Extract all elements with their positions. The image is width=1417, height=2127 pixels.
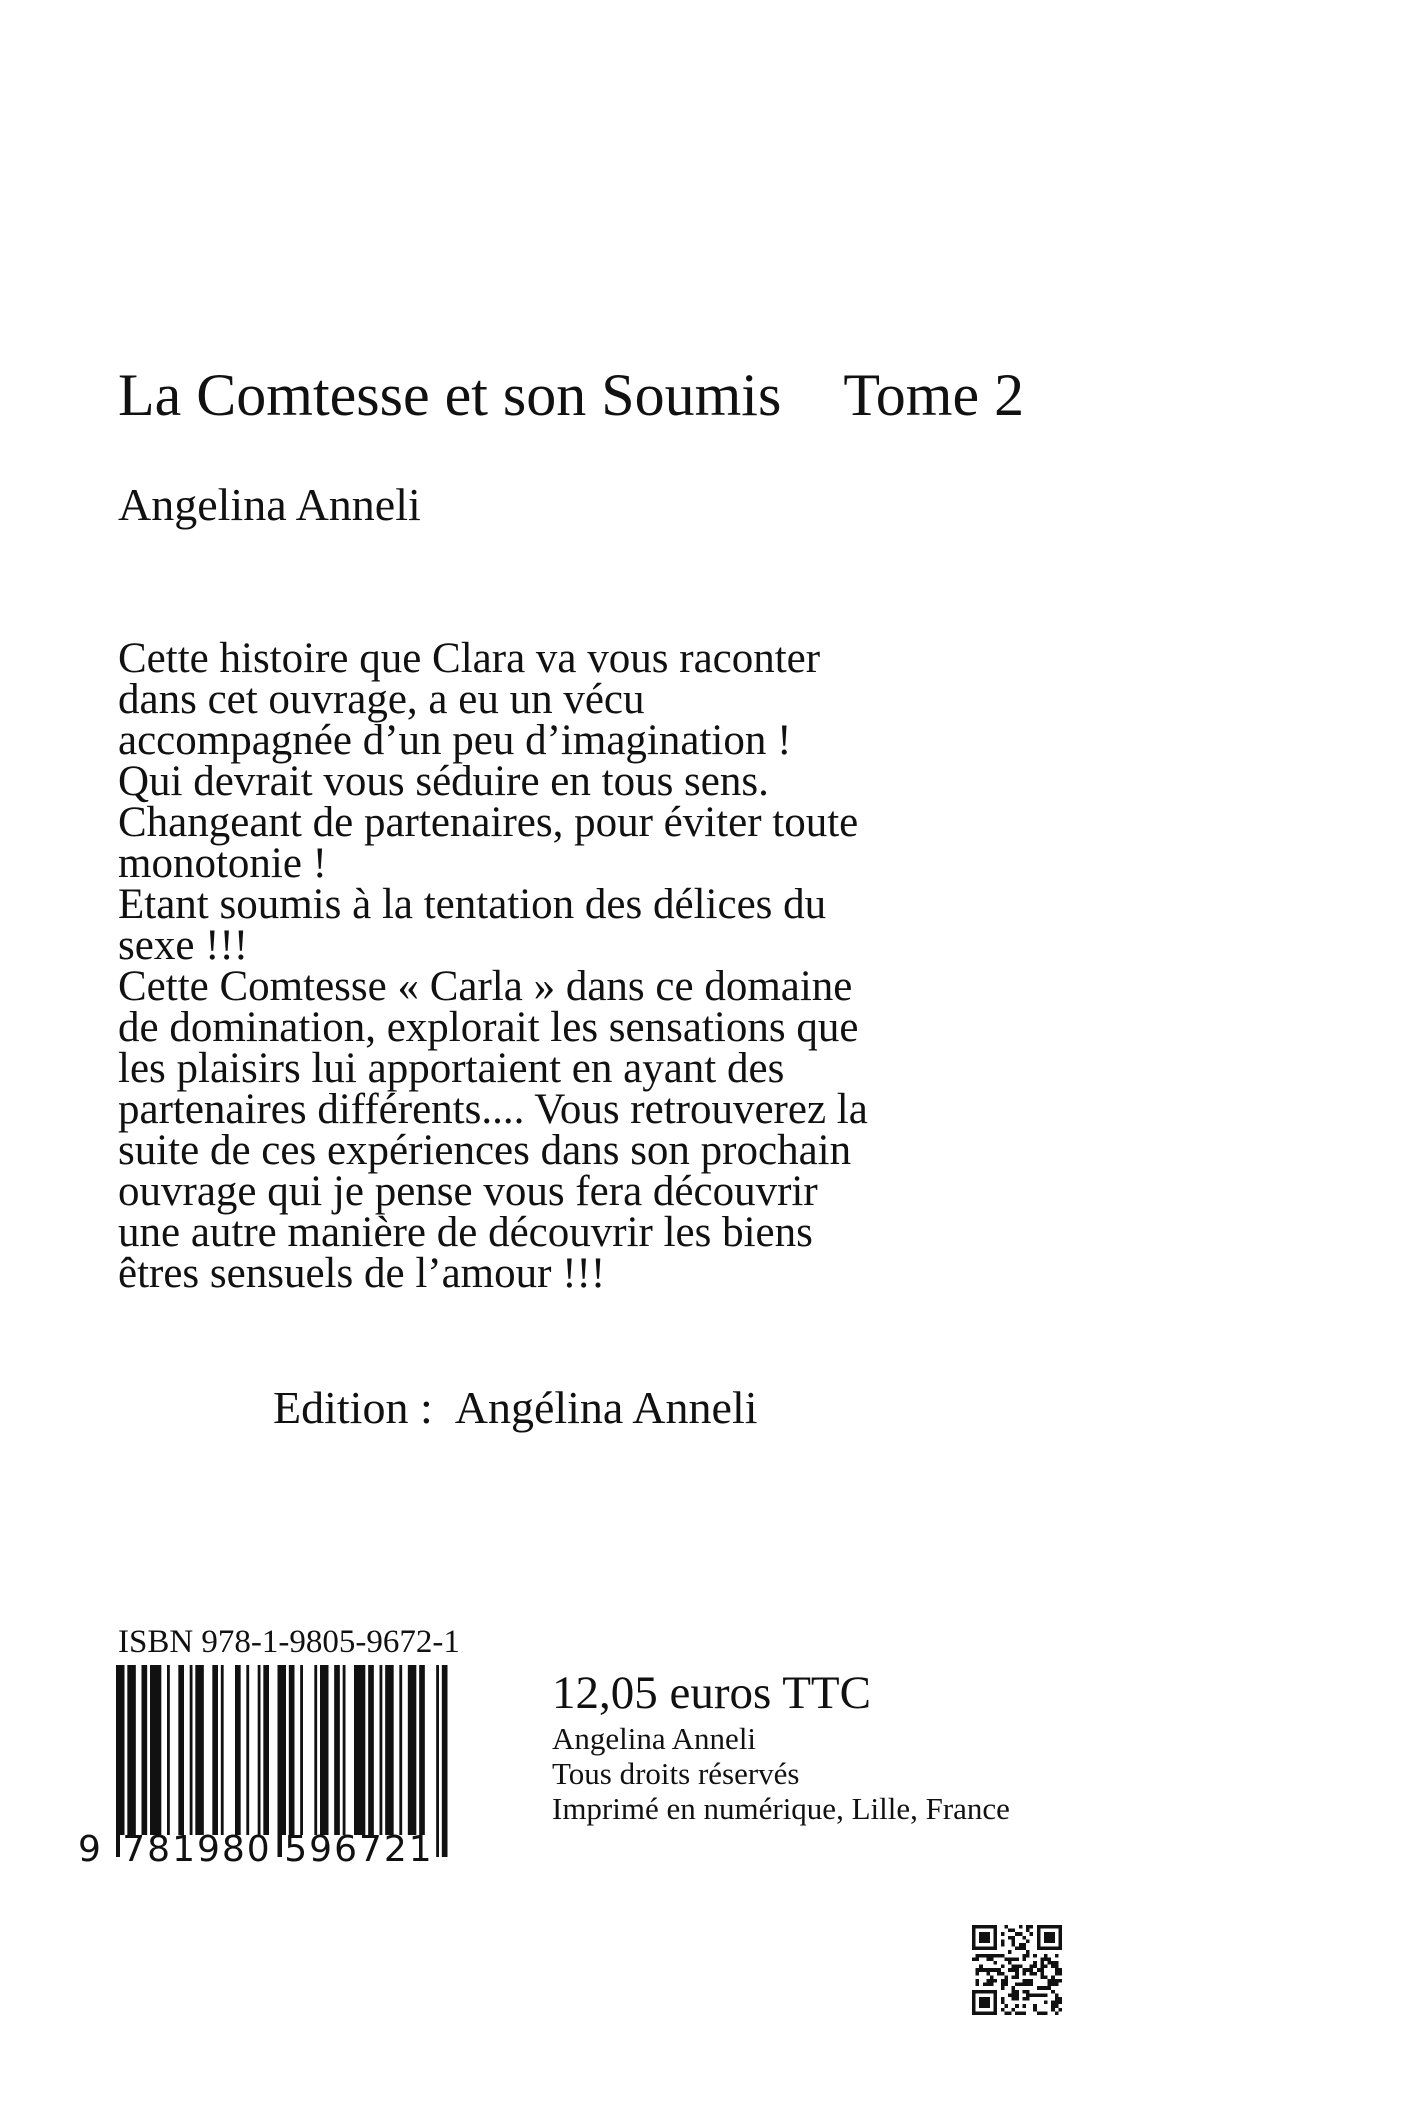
qr-module bbox=[979, 1954, 983, 1958]
qr-module bbox=[1015, 1932, 1019, 1936]
qr-module bbox=[1015, 1993, 1019, 1997]
qr-module bbox=[994, 1968, 998, 1972]
qr-module bbox=[1008, 1957, 1012, 1961]
qr-module bbox=[1026, 1954, 1030, 1958]
barcode-guard-bar bbox=[436, 1665, 439, 1857]
qr-module bbox=[1058, 1972, 1062, 1976]
qr-module bbox=[1022, 1936, 1026, 1940]
qr-module bbox=[1044, 2001, 1048, 2005]
blurb-line: êtres sensuels de l’amour !!! bbox=[118, 1250, 606, 1297]
qr-module bbox=[1044, 1957, 1048, 1961]
qr-module bbox=[1058, 1979, 1062, 1983]
qr-module bbox=[983, 1954, 987, 1958]
qr-module bbox=[1008, 1968, 1012, 1972]
barcode-guard-bar bbox=[442, 1665, 448, 1857]
qr-module bbox=[1051, 2004, 1055, 2008]
qr-module bbox=[997, 1968, 1001, 1972]
qr-module bbox=[1030, 1965, 1034, 1969]
qr-module bbox=[986, 1968, 990, 1972]
qr-finder-part bbox=[994, 1925, 998, 1950]
qr-module bbox=[1012, 2008, 1016, 2012]
qr-module bbox=[997, 1972, 1001, 1976]
barcode-bar bbox=[212, 1665, 218, 1835]
qr-module bbox=[1058, 2001, 1062, 2005]
qr-module bbox=[986, 1957, 990, 1961]
qr-finder-part bbox=[1037, 1925, 1062, 1929]
qr-module bbox=[972, 1957, 976, 1961]
qr-module bbox=[994, 1979, 998, 1983]
qr-module bbox=[1019, 1965, 1023, 1969]
qr-module bbox=[1022, 1990, 1026, 1994]
qr-module bbox=[1030, 1979, 1034, 1983]
qr-module bbox=[1015, 1968, 1019, 1972]
qr-module bbox=[1015, 1983, 1019, 1987]
qr-module bbox=[1037, 1993, 1041, 1997]
qr-module bbox=[1037, 1986, 1041, 1990]
qr-module bbox=[1022, 1968, 1026, 1972]
barcode-bar bbox=[300, 1665, 303, 1835]
qr-module bbox=[1030, 1925, 1034, 1929]
qr-module bbox=[1040, 1986, 1044, 1990]
qr-module bbox=[1008, 1936, 1012, 1940]
qr-module bbox=[1055, 1954, 1059, 1958]
barcode-bar bbox=[246, 1665, 249, 1835]
qr-module bbox=[1012, 1957, 1016, 1961]
qr-module bbox=[1055, 1979, 1059, 1983]
qr-module bbox=[1044, 1954, 1048, 1958]
qr-module bbox=[1012, 1997, 1016, 2001]
qr-module bbox=[1004, 2011, 1008, 2015]
qr-module bbox=[1055, 1968, 1059, 1972]
barcode-first-digit: 9 bbox=[78, 1829, 101, 1865]
qr-module bbox=[1019, 1983, 1023, 1987]
qr-module bbox=[1001, 1983, 1005, 1987]
blurb-line: dans cet ouvrage, a eu un vécu bbox=[118, 676, 645, 723]
qr-module bbox=[983, 1968, 987, 1972]
qr-module bbox=[1044, 1975, 1048, 1979]
qr-module bbox=[1019, 1932, 1023, 1936]
qr-module bbox=[1004, 1925, 1008, 1929]
qr-module bbox=[1048, 1957, 1052, 1961]
qr-module bbox=[1015, 1947, 1019, 1951]
qr-module bbox=[1022, 1954, 1026, 1958]
blurb-line: accompagnée d’un peu d’imagination ! bbox=[118, 717, 792, 764]
book-author: Angelina Anneli bbox=[118, 479, 421, 530]
qr-module bbox=[1033, 1993, 1037, 1997]
qr-module bbox=[994, 1961, 998, 1965]
qr-module bbox=[1004, 1979, 1008, 1983]
barcode-bar bbox=[334, 1665, 340, 1835]
qr-module bbox=[1012, 1939, 1016, 1943]
blurb-line: ouvrage qui je pense vous fera découvrir bbox=[118, 1168, 818, 1215]
qr-module bbox=[1008, 2011, 1012, 2015]
qr-module bbox=[1012, 1968, 1016, 1972]
blurb-line: Qui devrait vous séduire en tous sens. bbox=[118, 758, 769, 805]
qr-module bbox=[1026, 1939, 1030, 1943]
barcode-right-digits: 596721 bbox=[284, 1829, 434, 1865]
barcode-bar bbox=[354, 1665, 365, 1835]
barcode-bar bbox=[263, 1665, 269, 1835]
qr-module bbox=[1044, 1993, 1048, 1997]
qr-module bbox=[1001, 2008, 1005, 2012]
qr-module bbox=[1012, 1975, 1016, 1979]
qr-module bbox=[990, 1979, 994, 1983]
isbn-number: ISBN 978-1-9805-9672-1 bbox=[118, 1624, 460, 1660]
qr-module bbox=[1026, 1983, 1030, 1987]
qr-module bbox=[1044, 1986, 1048, 1990]
qr-module bbox=[1030, 1983, 1034, 1987]
qr-module bbox=[990, 1975, 994, 1979]
barcode-bar bbox=[167, 1665, 170, 1835]
barcode-bar bbox=[408, 1665, 417, 1835]
qr-module bbox=[1044, 2011, 1048, 2015]
qr-module bbox=[1008, 1929, 1012, 1933]
barcode-bar bbox=[399, 1665, 402, 1835]
qr-module bbox=[1008, 1993, 1012, 1997]
qr-module bbox=[986, 1954, 990, 1958]
qr-module bbox=[1015, 1975, 1019, 1979]
qr-module bbox=[979, 1965, 983, 1969]
book-title: La Comtesse et son Soumis bbox=[118, 362, 782, 428]
qr-module bbox=[1001, 1939, 1005, 1943]
qr-module bbox=[1048, 1961, 1052, 1965]
qr-module bbox=[1022, 1957, 1026, 1961]
qr-module bbox=[1055, 2001, 1059, 2005]
qr-module bbox=[1012, 1929, 1016, 1933]
qr-module bbox=[1051, 1961, 1055, 1965]
qr-module bbox=[1026, 1929, 1030, 1933]
qr-module bbox=[976, 1972, 980, 1976]
edition-line bbox=[273, 1378, 758, 1438]
qr-finder-part bbox=[972, 1990, 976, 2015]
edition-label: Edition : bbox=[273, 1382, 433, 1433]
qr-module bbox=[1019, 1925, 1023, 1929]
qr-finder-part bbox=[979, 1932, 990, 1943]
qr-module bbox=[1015, 1972, 1019, 1976]
qr-module bbox=[1037, 2011, 1041, 2015]
qr-module bbox=[976, 1983, 980, 1987]
barcode-bar bbox=[320, 1665, 329, 1835]
blurb-line: Cette histoire que Clara va vous raconter bbox=[118, 635, 821, 682]
qr-module bbox=[1051, 2001, 1055, 2005]
qr-module bbox=[1030, 1972, 1034, 1976]
barcode-bar bbox=[419, 1665, 425, 1835]
qr-module bbox=[1033, 1961, 1037, 1965]
qr-module bbox=[1040, 2011, 1044, 2015]
qr-module bbox=[986, 1979, 990, 1983]
qr-module bbox=[1026, 1925, 1030, 1929]
qr-module bbox=[1026, 1993, 1030, 1997]
qr-module bbox=[1055, 2011, 1059, 2015]
qr-module bbox=[1015, 2011, 1019, 2015]
qr-module bbox=[1004, 1975, 1008, 1979]
qr-module bbox=[1048, 1986, 1052, 1990]
qr-module bbox=[990, 1957, 994, 1961]
publisher-name: Angelina Anneli bbox=[552, 1721, 757, 1756]
qr-module bbox=[1055, 1961, 1059, 1965]
qr-module bbox=[1022, 2011, 1026, 2015]
qr-module bbox=[1051, 1979, 1055, 1983]
qr-module bbox=[976, 1957, 980, 1961]
blurb-line: de domination, explorait les sensations que bbox=[118, 1004, 859, 1051]
qr-module bbox=[979, 1968, 983, 1972]
barcode-bar bbox=[385, 1665, 394, 1835]
edition-publisher: Angélina Anneli bbox=[454, 1382, 758, 1433]
qr-module bbox=[1030, 1968, 1034, 1972]
qr-module bbox=[986, 1972, 990, 1976]
qr-module bbox=[1040, 1993, 1044, 1997]
qr-module bbox=[990, 1968, 994, 1972]
qr-module bbox=[1051, 1983, 1055, 1987]
qr-finder-part bbox=[1037, 1947, 1062, 1951]
qr-module bbox=[1026, 1997, 1030, 2001]
qr-module bbox=[997, 1954, 1001, 1958]
barcode-bar bbox=[380, 1665, 383, 1835]
qr-module bbox=[1015, 1997, 1019, 2001]
qr-module bbox=[1022, 1983, 1026, 1987]
qr-module bbox=[1015, 2004, 1019, 2008]
qr-module bbox=[1022, 1947, 1026, 1951]
qr-finder-part bbox=[1037, 1925, 1041, 1950]
qr-finder-part bbox=[979, 1997, 990, 2008]
qr-module bbox=[1033, 1954, 1037, 1958]
qr-finder-part bbox=[972, 1925, 997, 1929]
qr-module bbox=[1055, 1993, 1059, 1997]
qr-module bbox=[1030, 1932, 1034, 1936]
printing-info: Imprimé en numérique, Lille, France bbox=[552, 1791, 1010, 1826]
qr-finder-part bbox=[1058, 1925, 1062, 1950]
qr-module bbox=[1037, 1968, 1041, 1972]
qr-module bbox=[1055, 1983, 1059, 1987]
qr-module bbox=[983, 1983, 987, 1987]
qr-module bbox=[1026, 1979, 1030, 1983]
qr-module bbox=[994, 1954, 998, 1958]
qr-module bbox=[1004, 2004, 1008, 2008]
qr-module bbox=[1019, 2011, 1023, 2015]
qr-module bbox=[1022, 1972, 1026, 1976]
qr-module bbox=[1040, 1972, 1044, 1976]
qr-module bbox=[1001, 1986, 1005, 1990]
book-price: 12,05 euros TTC bbox=[552, 1667, 871, 1719]
qr-module bbox=[1001, 1954, 1005, 1958]
book-volume: Tome 2 bbox=[843, 362, 1025, 428]
qr-module bbox=[1022, 1997, 1026, 2001]
qr-module bbox=[1048, 1979, 1052, 1983]
blurb-line: une autre manière de découvrir les biens bbox=[118, 1209, 813, 1256]
qr-module bbox=[1055, 1997, 1059, 2001]
qr-module bbox=[1055, 1965, 1059, 1969]
qr-module bbox=[1012, 1986, 1016, 1990]
qr-finder-part bbox=[972, 1925, 976, 1950]
qr-module bbox=[1015, 1957, 1019, 1961]
qr-module bbox=[1048, 1983, 1052, 1987]
qr-module bbox=[1001, 1932, 1005, 1936]
barcode-bar bbox=[343, 1665, 346, 1835]
qr-module bbox=[1051, 1975, 1055, 1979]
qr-module bbox=[976, 1979, 980, 1983]
qr-module bbox=[1030, 1993, 1034, 1997]
back-cover-blurb bbox=[118, 635, 1078, 1297]
qr-module bbox=[1004, 1957, 1008, 1961]
book-title-heading bbox=[118, 355, 1024, 435]
qr-module bbox=[1026, 1968, 1030, 1972]
rights-notice: Tous droits réservés bbox=[552, 1756, 800, 1791]
qr-module bbox=[1012, 1990, 1016, 1994]
blurb-line: partenaires différents.... Vous retrouverez la bbox=[118, 1086, 868, 1133]
qr-module bbox=[1001, 2001, 1005, 2005]
qr-module bbox=[1022, 1979, 1026, 1983]
barcode-bar bbox=[368, 1665, 374, 1835]
qr-module bbox=[1055, 2004, 1059, 2008]
qr-module bbox=[1015, 1990, 1019, 1994]
blurb-line: Etant soumis à la tentation des délices du bbox=[118, 881, 827, 928]
qr-module bbox=[1040, 1965, 1044, 1969]
blurb-line: suite de ces expériences dans son prochain bbox=[118, 1127, 852, 1174]
qr-module bbox=[1051, 1965, 1055, 1969]
barcode-bar bbox=[178, 1665, 184, 1835]
qr-module bbox=[1012, 1943, 1016, 1947]
qr-module bbox=[1015, 1965, 1019, 1969]
blurb-line: monotonie ! bbox=[118, 840, 327, 887]
blurb-line: les plaisirs lui apportaient en ayant des bbox=[118, 1045, 785, 1092]
blurb-line: Cette Comtesse « Carla » dans ce domaine bbox=[118, 963, 853, 1010]
qr-module bbox=[1001, 1972, 1005, 1976]
barcode-bar bbox=[195, 1665, 204, 1835]
qr-module bbox=[1058, 1968, 1062, 1972]
qr-module bbox=[1008, 1950, 1012, 1954]
qr-module bbox=[1051, 2008, 1055, 2012]
qr-module bbox=[1026, 1950, 1030, 1954]
qr-module bbox=[1026, 1990, 1030, 1994]
qr-code-icon bbox=[972, 1925, 1062, 2015]
qr-module bbox=[1051, 1990, 1055, 1994]
qr-module bbox=[990, 1954, 994, 1958]
qr-module bbox=[1058, 2008, 1062, 2012]
qr-module bbox=[1040, 1957, 1044, 1961]
qr-module bbox=[1008, 1961, 1012, 1965]
blurb-line: sexe !!! bbox=[118, 922, 249, 969]
barcode-left-digits: 781980 bbox=[122, 1829, 272, 1865]
qr-module bbox=[1033, 1972, 1037, 1976]
qr-module bbox=[1001, 1979, 1005, 1983]
qr-module bbox=[1019, 1943, 1023, 1947]
barcode-bar bbox=[190, 1665, 193, 1835]
qr-module bbox=[1040, 1968, 1044, 1972]
barcode-bar bbox=[235, 1665, 241, 1835]
blurb-line: Changeant de partenaires, pour éviter toute bbox=[118, 799, 859, 846]
qr-module bbox=[1058, 1997, 1062, 2001]
qr-module bbox=[1044, 1965, 1048, 1969]
qr-module bbox=[1040, 1975, 1044, 1979]
qr-module bbox=[1040, 1961, 1044, 1965]
barcode-bar bbox=[150, 1665, 161, 1835]
barcode-bar bbox=[314, 1665, 317, 1835]
qr-module bbox=[1004, 1983, 1008, 1987]
qr-module bbox=[1012, 1936, 1016, 1940]
qr-module bbox=[1022, 1943, 1026, 1947]
qr-module bbox=[1055, 1972, 1059, 1976]
barcode-bar bbox=[221, 1665, 224, 1835]
qr-finder-part bbox=[972, 1947, 997, 1951]
qr-finder-part bbox=[994, 1990, 998, 2015]
barcode-bar bbox=[258, 1665, 261, 1835]
qr-module bbox=[1019, 1947, 1023, 1951]
qr-module bbox=[1012, 1993, 1016, 1997]
qr-module bbox=[990, 1983, 994, 1987]
ean13-barcode-icon bbox=[76, 1665, 496, 1865]
qr-module bbox=[1012, 1965, 1016, 1969]
qr-module bbox=[1001, 1997, 1005, 2001]
qr-module bbox=[1033, 2004, 1037, 2008]
qr-finder-part bbox=[972, 1990, 997, 1994]
qr-module bbox=[1001, 1943, 1005, 1947]
barcode-bar bbox=[142, 1665, 148, 1835]
qr-module bbox=[986, 1983, 990, 1987]
qr-module bbox=[1033, 1965, 1037, 1969]
qr-module bbox=[976, 1954, 980, 1958]
qr-module bbox=[1033, 2008, 1037, 2012]
qr-module bbox=[976, 1968, 980, 1972]
qr-module bbox=[1022, 2004, 1026, 2008]
qr-finder-part bbox=[1044, 1932, 1055, 1943]
price-block bbox=[552, 1665, 1010, 1826]
qr-module bbox=[1001, 1965, 1005, 1969]
qr-finder-part bbox=[972, 2011, 997, 2015]
qr-modules bbox=[972, 1925, 1062, 2015]
